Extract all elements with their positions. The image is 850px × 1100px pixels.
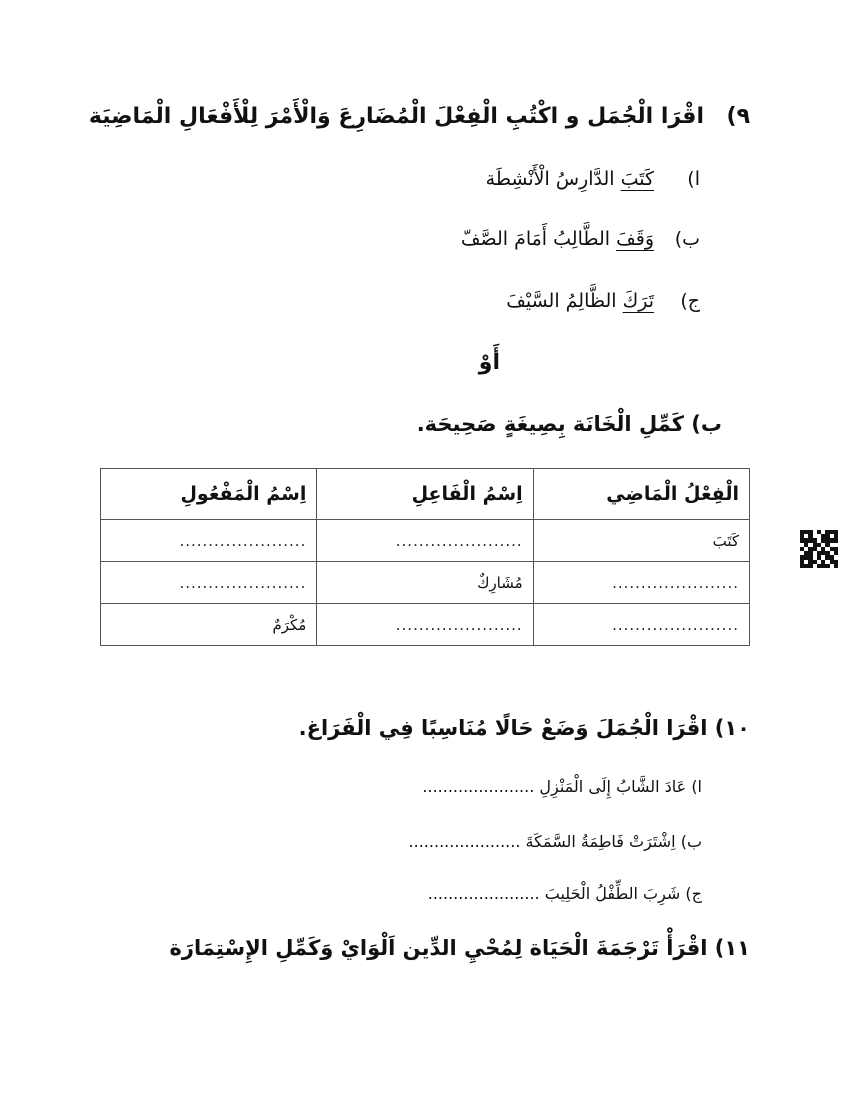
q9-item-b-verb: وَقَفَ (616, 228, 654, 250)
q9-item-a (486, 168, 700, 190)
table-row (101, 562, 750, 604)
table-cell-blank[interactable]: ...................... (101, 562, 317, 604)
qr-code-icon[interactable] (800, 530, 838, 568)
table-cell: مُكْرَمٌ (101, 604, 317, 646)
q9-item-a-label: ا) (687, 168, 700, 190)
q9-item-a-verb: كَتَبَ (620, 168, 654, 190)
table-header-row (101, 469, 750, 520)
header-active-participle: اِسْمُ الْفَاعِلِ (317, 469, 533, 520)
table-cell-blank[interactable]: ...................... (533, 604, 749, 646)
table-cell-blank[interactable]: ...................... (533, 562, 749, 604)
q10-title: ١٠) اقْرَا الْجُمَلَ وَضَعْ حَالًا مُنَاسِبًا فِي الْفَرَاغ. (298, 716, 750, 740)
table-cell-blank[interactable]: ...................... (317, 604, 533, 646)
q9-heading (89, 104, 750, 129)
table-cell-blank[interactable]: ...................... (317, 520, 533, 562)
q10-item-a: ا) عَادَ الشَّابُ إِلَى الْمَنْزِلِ ...................... (422, 777, 702, 796)
q9-part-b: ب) كَمِّلِ الْخَانَة بِصِيغَةٍ صَحِيحَة. (416, 412, 722, 436)
header-passive-participle: اِسْمُ الْمَفْعُولِ (101, 469, 317, 520)
q9-item-a-text: الدَّارِسُ الْأَنْشِطَة (485, 168, 621, 190)
q10-item-c: ج) شَرِبَ الطِّفْلُ الْحَلِيبَ ...................... (427, 884, 702, 903)
q9-item-b-label: ب) (674, 228, 700, 250)
or-label: أَوْ (478, 350, 500, 375)
q9-item-c-text: الظَّالِمُ السَّيْفَ (506, 290, 623, 312)
q9-item-c-verb: تَرَكَ (622, 290, 654, 312)
header-past-verb: الْفِعْلُ الْمَاضِي (533, 469, 749, 520)
table-row (101, 520, 750, 562)
q9-item-b-text: الطَّالِبُ أَمَامَ الصَّفّ (460, 228, 617, 250)
q9-number: ٩) (726, 104, 750, 129)
q10-item-b: ب) اِشْتَرَتْ فَاطِمَةُ السَّمَكَةَ ...................... (408, 832, 702, 851)
table-cell: مُشَارِكٌ (317, 562, 533, 604)
q9-item-c-label: ج) (680, 290, 700, 312)
q11-title: ١١) اقْرَأْ تَرْجَمَةَ الْحَيَاة لِمُحْيِ الدِّين اَلْوَايْ وَكَمِّلِ الإِسْتِمَارَة (169, 936, 750, 960)
table-row (101, 604, 750, 646)
q9-title: اقْرَا الْجُمَل و اكْتُبِ الْفِعْلَ الْمُضَارِعَ وَالْأَمْرَ لِلْأَفْعَالِ الْمَاضِيَة (88, 104, 704, 129)
q9-item-b (461, 228, 700, 250)
table-cell: كَتَبَ (533, 520, 749, 562)
table-cell-blank[interactable]: ...................... (101, 520, 317, 562)
q9-item-c (506, 290, 700, 312)
verb-forms-table (100, 468, 750, 646)
